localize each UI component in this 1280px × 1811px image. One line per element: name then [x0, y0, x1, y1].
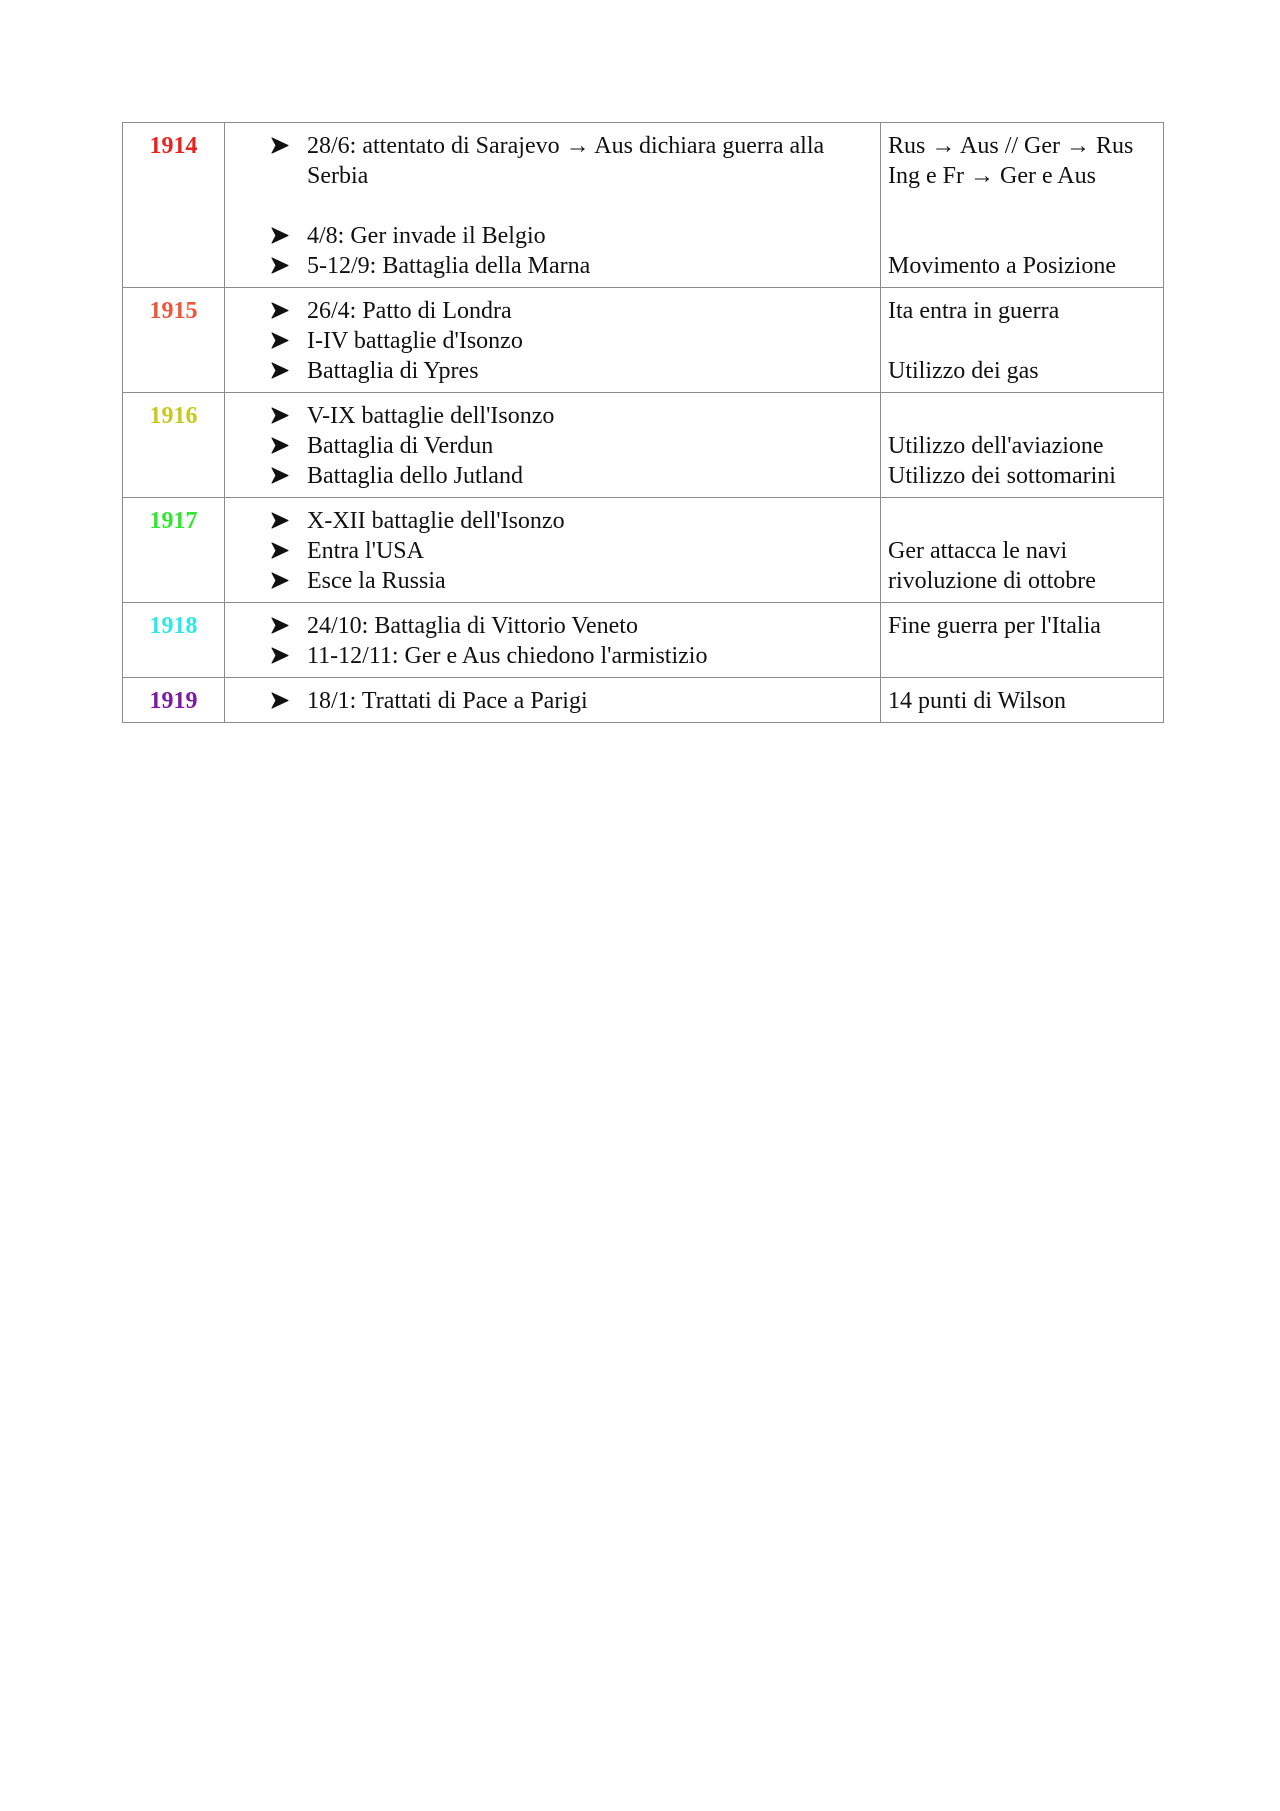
- event-text: 26/4: Patto di Londra: [307, 298, 512, 324]
- event-item: [269, 131, 874, 191]
- event-item: [269, 641, 874, 671]
- notes-cell: [881, 603, 1164, 678]
- note-line: [888, 191, 1159, 221]
- note-line: Ita entra in guerra: [888, 298, 1060, 324]
- note-line: [888, 326, 1159, 356]
- note-line: Ing e Fr → Ger e Aus: [888, 163, 1096, 189]
- year-cell: [123, 288, 225, 393]
- table-row: [123, 678, 1164, 723]
- arrowhead-bullet-icon: [269, 641, 293, 671]
- events-list: [269, 131, 874, 281]
- arrowhead-bullet-icon: [269, 431, 293, 461]
- notes-cell: [881, 393, 1164, 498]
- event-item: [269, 686, 874, 716]
- timeline-table: [122, 122, 1164, 723]
- event-item: [269, 251, 874, 281]
- event-item: [269, 506, 874, 536]
- events-cell: [225, 288, 881, 393]
- note-line: Utilizzo dei sottomarini: [888, 463, 1116, 489]
- event-text: Esce la Russia: [307, 568, 446, 594]
- table-row: [123, 123, 1164, 288]
- event-item: [269, 461, 874, 491]
- timeline-table-body: [123, 123, 1164, 723]
- event-text: I-IV battaglie d'Isonzo: [307, 328, 523, 354]
- year-cell: [123, 678, 225, 723]
- event-item: [269, 431, 874, 461]
- arrowhead-bullet-icon: [269, 506, 293, 536]
- events-list: [269, 611, 874, 671]
- event-item: [269, 356, 874, 386]
- event-item: [269, 611, 874, 641]
- event-text: Battaglia dello Jutland: [307, 463, 523, 489]
- note-line: Ger attacca le navi: [888, 538, 1068, 564]
- note-line: Rus → Aus // Ger → Rus: [888, 133, 1134, 159]
- note-line: [888, 401, 1159, 431]
- events-cell: [225, 123, 881, 288]
- year-label: 1918: [149, 613, 198, 639]
- year-label: 1914: [149, 133, 198, 159]
- notes-cell: [881, 678, 1164, 723]
- events-list: [269, 296, 874, 386]
- arrowhead-bullet-icon: [269, 461, 293, 491]
- year-label: 1919: [149, 688, 198, 714]
- event-item: [269, 296, 874, 326]
- event-item: [269, 566, 874, 596]
- table-row: [123, 393, 1164, 498]
- arrowhead-bullet-icon: [269, 326, 293, 356]
- year-cell: [123, 123, 225, 288]
- year-label: 1915: [149, 298, 198, 324]
- arrowhead-bullet-icon: [269, 356, 293, 386]
- events-cell: [225, 498, 881, 603]
- event-item: [269, 401, 874, 431]
- arrowhead-bullet-icon: [269, 536, 293, 566]
- year-label: 1916: [149, 403, 198, 429]
- event-item: [269, 326, 874, 356]
- note-line: [888, 221, 1159, 251]
- table-row: [123, 288, 1164, 393]
- table-row: [123, 498, 1164, 603]
- year-cell: [123, 603, 225, 678]
- table-row: [123, 603, 1164, 678]
- event-item: [269, 536, 874, 566]
- arrowhead-bullet-icon: [269, 686, 293, 716]
- event-text: 18/1: Trattati di Pace a Parigi: [307, 688, 588, 714]
- note-line: Utilizzo dei gas: [888, 358, 1039, 384]
- arrowhead-bullet-icon: [269, 221, 293, 251]
- events-list: [269, 506, 874, 596]
- event-item: [269, 221, 874, 251]
- events-list: [269, 401, 874, 491]
- event-text: Battaglia di Ypres: [307, 358, 479, 384]
- events-cell: [225, 603, 881, 678]
- notes-cell: [881, 498, 1164, 603]
- note-line: 14 punti di Wilson: [888, 688, 1066, 714]
- event-text: X-XII battaglie dell'Isonzo: [307, 508, 565, 534]
- year-label: 1917: [149, 508, 198, 534]
- event-text: Battaglia di Verdun: [307, 433, 494, 459]
- arrowhead-bullet-icon: [269, 611, 293, 641]
- arrowhead-bullet-icon: [269, 401, 293, 431]
- event-text: Entra l'USA: [307, 538, 424, 564]
- event-text: 4/8: Ger invade il Belgio: [307, 223, 546, 249]
- arrowhead-bullet-icon: [269, 296, 293, 326]
- events-cell: [225, 678, 881, 723]
- note-line: Fine guerra per l'Italia: [888, 613, 1101, 639]
- events-list: [269, 686, 874, 716]
- arrowhead-bullet-icon: [269, 566, 293, 596]
- year-cell: [123, 498, 225, 603]
- event-text: 24/10: Battaglia di Vittorio Veneto: [307, 613, 638, 639]
- note-line: Movimento a Posizione: [888, 253, 1116, 279]
- arrowhead-bullet-icon: [269, 251, 293, 281]
- notes-cell: [881, 288, 1164, 393]
- event-text: 5-12/9: Battaglia della Marna: [307, 253, 591, 279]
- event-text: 11-12/11: Ger e Aus chiedono l'armistizio: [307, 643, 708, 669]
- note-line: rivoluzione di ottobre: [888, 568, 1096, 594]
- notes-cell: [881, 123, 1164, 288]
- note-line: Utilizzo dell'aviazione: [888, 433, 1104, 459]
- events-cell: [225, 393, 881, 498]
- note-line: [888, 506, 1159, 536]
- event-text: V-IX battaglie dell'Isonzo: [307, 403, 555, 429]
- arrowhead-bullet-icon: [269, 131, 293, 161]
- year-cell: [123, 393, 225, 498]
- event-text: 28/6: attentato di Sarajevo → Aus dichiara guerra alla Serbia: [307, 133, 825, 189]
